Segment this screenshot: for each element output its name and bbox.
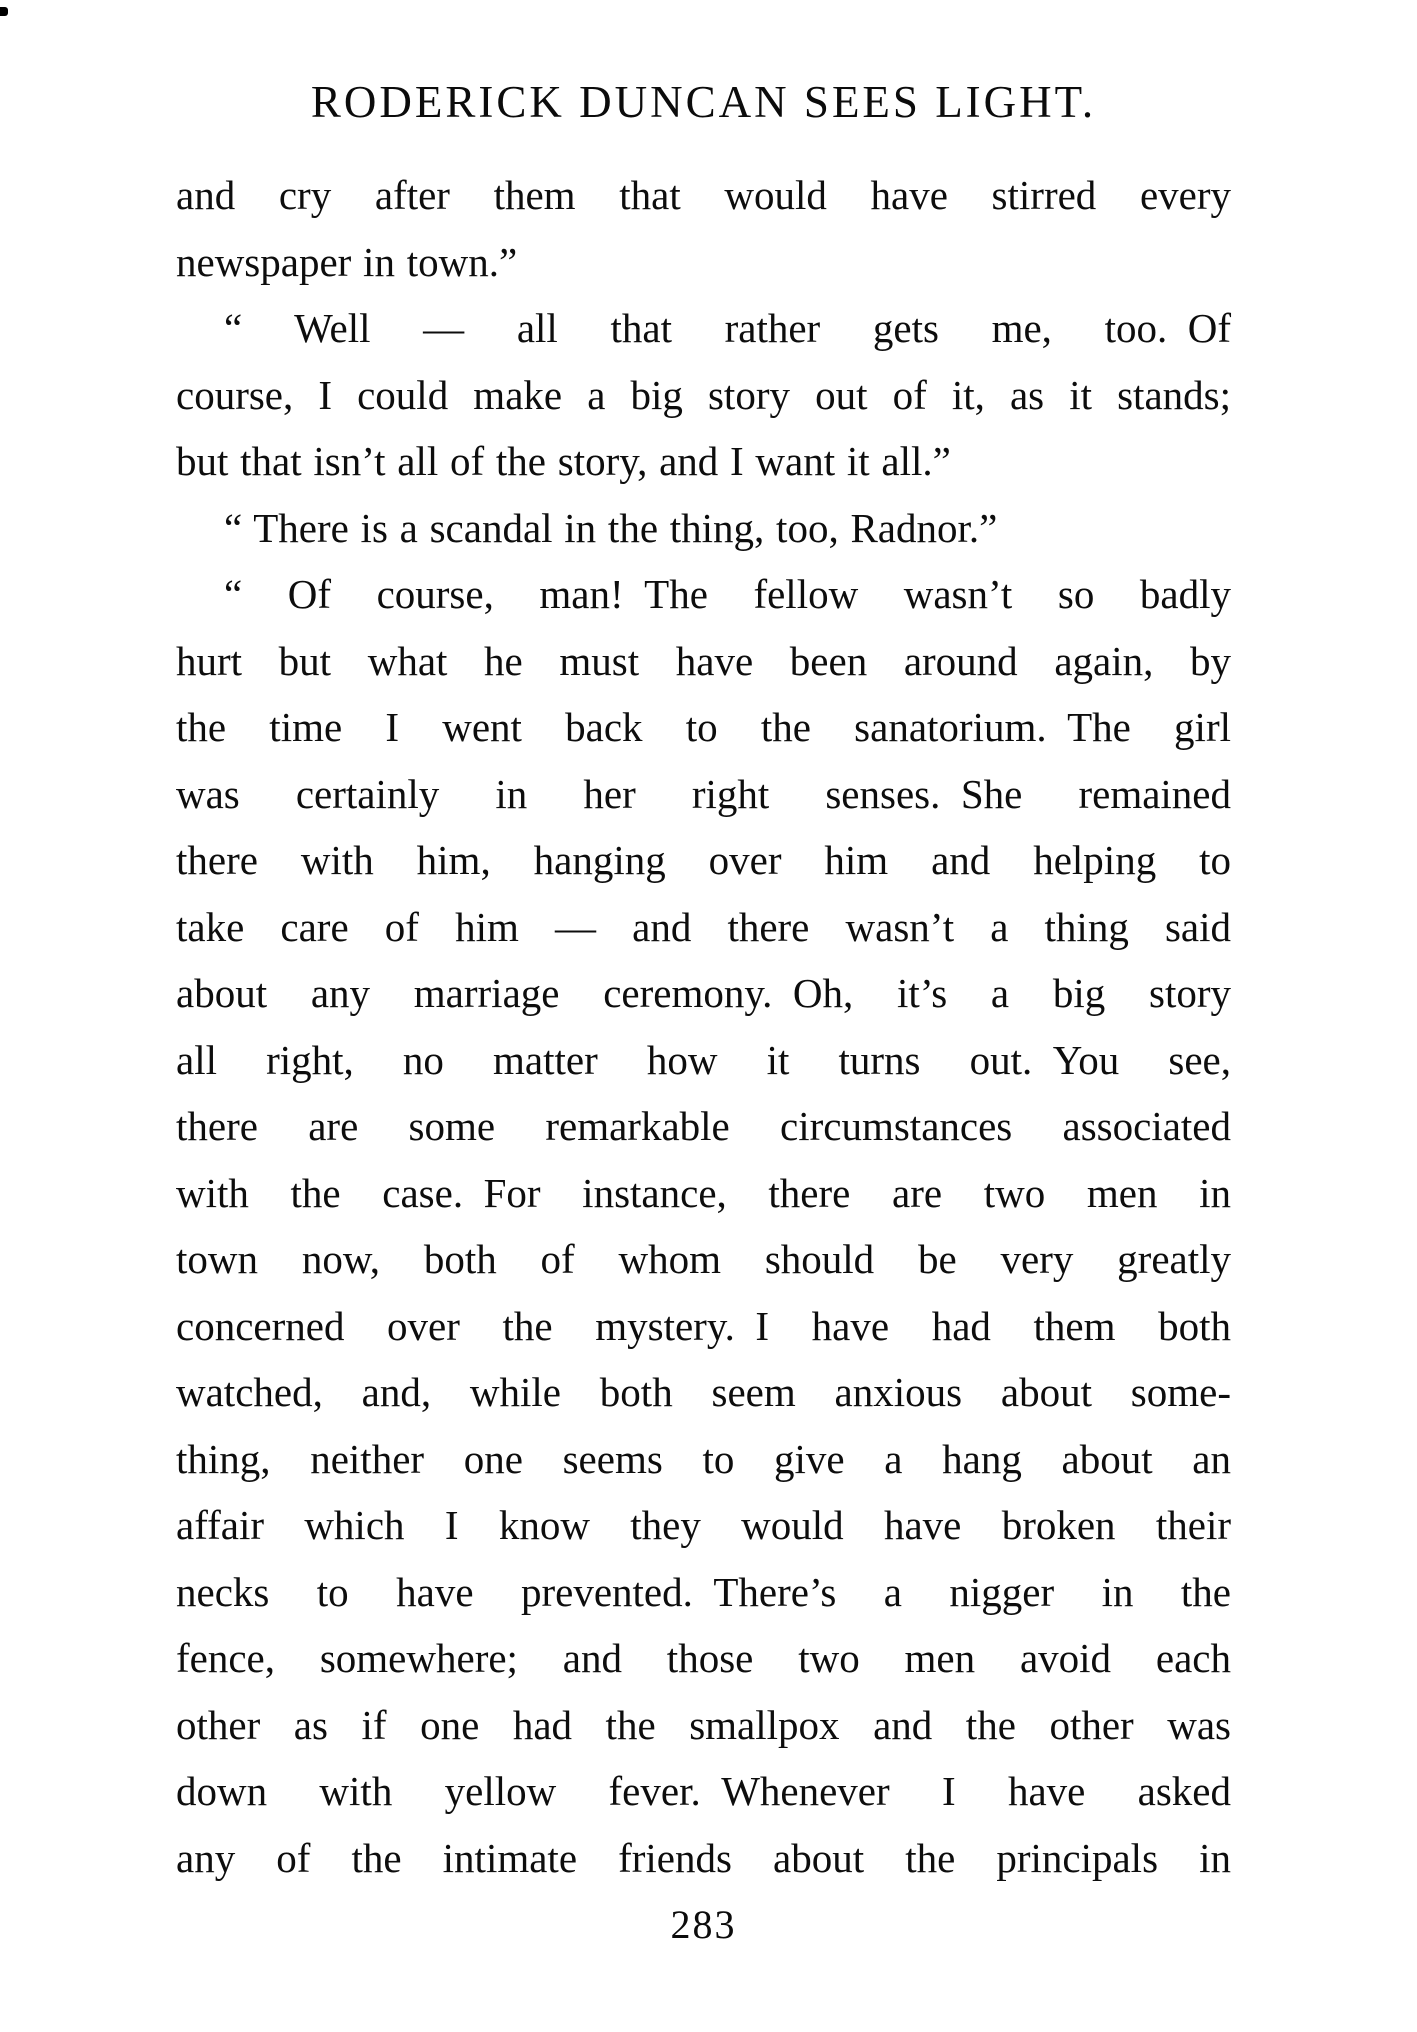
text-line: and cry after them that would have stirred every [176,172,1231,218]
text-line: take care of him — and there wasn’t a thing said [176,903,1231,950]
text-line: affair which I know they would have broken their [176,1502,1231,1548]
text-line: but that isn’t all of the story, and I want it all.” [176,438,951,484]
text-line: “ There is a scandal in the thing, too, Radnor.” [224,504,998,551]
text-line: was certainly in her right senses. She remained [176,770,1231,817]
text-line: town now, both of whom should be very greatly [176,1236,1231,1282]
text-line: the time I went back to the sanatorium. The girl [176,704,1231,750]
text-line: with the case. For instance, there are two men in [176,1169,1231,1216]
text-line: all right, no matter how it turns out. You see, [176,1036,1231,1083]
text-line: any of the intimate friends about the principals in [176,1834,1231,1881]
text-line: course, I could make a big story out of it, as it stands; [176,371,1231,418]
text-line: about any marriage ceremony. Oh, it’s a big story [176,970,1231,1016]
text-line: newspaper in town.” [176,238,518,285]
running-head: RODERICK DUNCAN SEES LIGHT. [310,77,1097,127]
text-line: concerned over the mystery. I have had them both [176,1302,1231,1349]
text-line: “ Of course, man! The fellow wasn’t so badly [224,571,1231,617]
text-line: thing, neither one seems to give a hang about an [176,1435,1231,1482]
scan-artifact [0,7,8,16]
body-text [176,162,1231,1891]
page-number: 283 [670,1902,737,1947]
text-line: there are some remarkable circumstances associated [176,1103,1231,1149]
text-line: watched, and, while both seem anxious about some- [176,1369,1231,1415]
text-line: fence, somewhere; and those two men avoid each [176,1635,1231,1681]
text-line: necks to have prevented. There’s a nigger in the [176,1568,1231,1615]
text-line: there with him, hanging over him and helping to [176,837,1231,883]
text-line: hurt but what he must have been around again, by [176,637,1231,684]
text-line: down with yellow fever. Whenever I have asked [176,1768,1231,1814]
text-line: other as if one had the smallpox and the other was [176,1701,1231,1748]
text-line: “ Well — all that rather gets me, too. Of [224,305,1231,351]
